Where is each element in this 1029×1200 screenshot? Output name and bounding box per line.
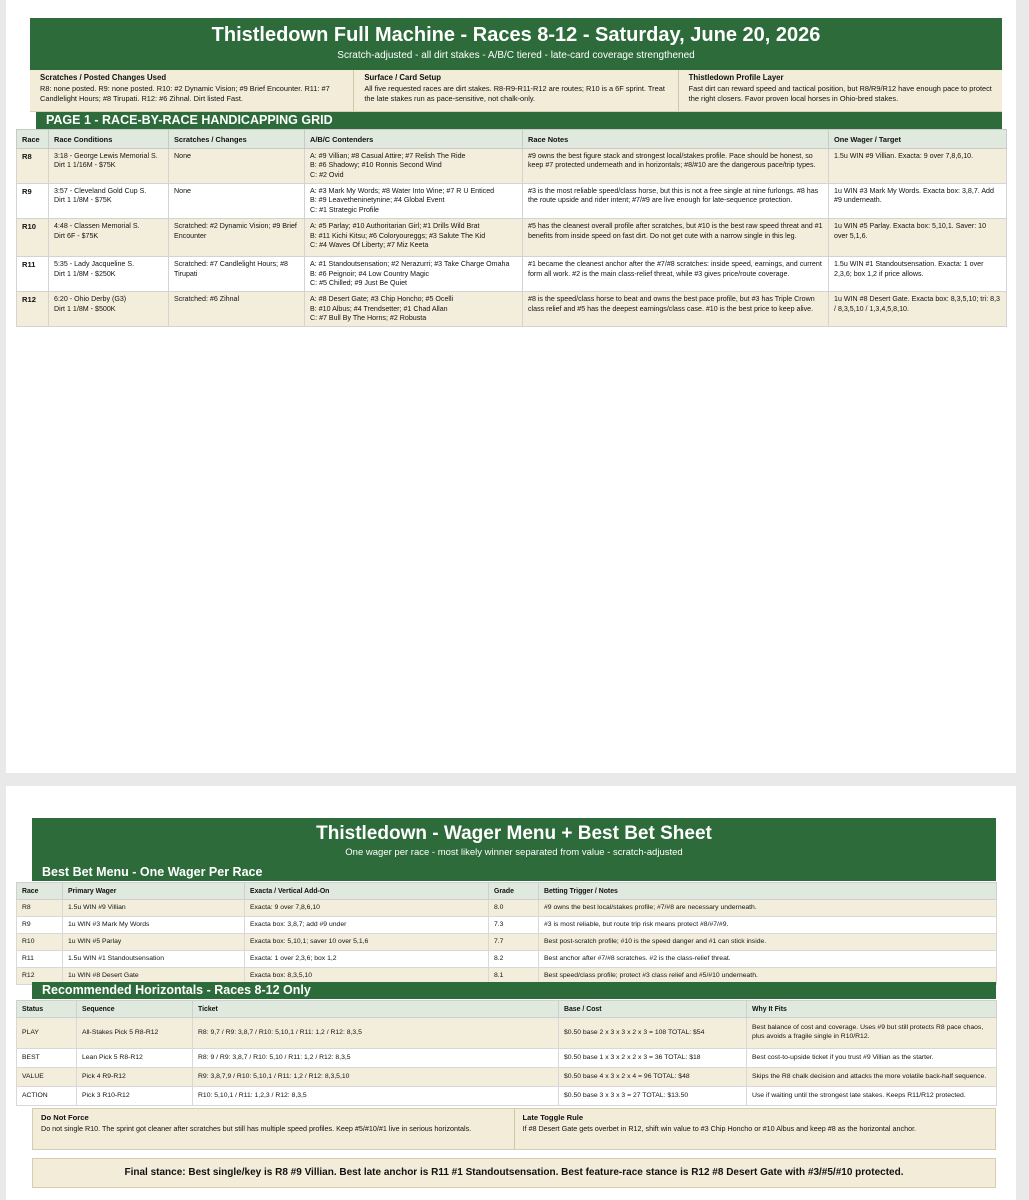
race-cell: R8 — [17, 900, 63, 917]
col-header-wager: One Wager / Target — [829, 130, 1007, 149]
contender-tier-c: C: #7 Bull By The Horns; #2 Robusta — [310, 313, 427, 322]
page-2-subtitle: One wager per race - most likely winner separated from value - scratch-adjusted — [345, 847, 683, 858]
conditions-cell — [49, 257, 169, 292]
rules-panel — [32, 1108, 996, 1150]
best-bet-table — [16, 882, 997, 985]
info-panel — [30, 70, 1002, 112]
col-header-cost: Base / Cost — [559, 1001, 747, 1018]
col-header-ticket: Ticket — [193, 1001, 559, 1018]
notes-cell: #3 is the most reliable speed/class horse, but this is not a free single at nine furlongs. #8 has the route upside and rider intent; #7/#9 are live enough for late-sequence protection. — [523, 184, 829, 219]
conditions-line: 5:35 - Lady Jacqueline S. — [54, 260, 135, 269]
col-header-race: Race — [17, 130, 49, 149]
table-row — [17, 1018, 997, 1049]
grade-cell: 8.2 — [489, 951, 539, 968]
cost-cell: $0.50 base 3 x 3 x 3 = 27 TOTAL: $13.50 — [559, 1087, 747, 1106]
table-row — [17, 149, 1007, 184]
scratches-cell: None — [169, 184, 305, 219]
race-cell: R9 — [17, 184, 49, 219]
grade-cell: 8.0 — [489, 900, 539, 917]
race-cell: R10 — [17, 934, 63, 951]
scratches-cell: None — [169, 149, 305, 184]
best-header-row — [17, 883, 997, 900]
primary-wager-cell: 1u WIN #8 Desert Gate — [63, 968, 245, 985]
col-header-sequence: Sequence — [77, 1001, 193, 1018]
status-cell: BEST — [17, 1049, 77, 1068]
late-toggle-box — [514, 1109, 996, 1149]
conditions-line: Dirt 1 1/8M - $75K — [54, 196, 112, 205]
status-cell: PLAY — [17, 1018, 77, 1049]
grade-cell: 7.3 — [489, 917, 539, 934]
col-header-exacta: Exacta / Vertical Add-On — [245, 883, 489, 900]
info-profile — [678, 70, 1002, 111]
contenders-cell — [305, 292, 523, 327]
contender-tier-c: C: #4 Waves Of Liberty; #7 Miz Keeta — [310, 240, 429, 249]
conditions-cell — [49, 292, 169, 327]
conditions-line: Dirt 1 1/16M - $75K — [54, 161, 116, 170]
table-row — [17, 1049, 997, 1068]
col-header-status: Status — [17, 1001, 77, 1018]
table-row — [17, 184, 1007, 219]
table-row — [17, 917, 997, 934]
wager-cell: 1u WIN #8 Desert Gate. Exacta box: 8,3,5,10; tri: 8,3 / 8,3,5,10 / 1,3,4,5,8,10. — [829, 292, 1007, 327]
contender-tier-b: B: #6 Shadowy; #10 Ronnis Second Wind — [310, 161, 442, 170]
conditions-cell — [49, 184, 169, 219]
sequence-cell: Pick 3 R10-R12 — [77, 1087, 193, 1106]
info-text: R8: none posted. R9: none posted. R10: #2 Dynamic Vision; #9 Brief Encounter. R11: #7 Candlelight Hours; #8 Tirupati. R12: #6 Zihnal. Dirt listed Fast. — [40, 84, 330, 103]
exacta-cell: Exacta: 9 over 7,8,6,10 — [245, 900, 489, 917]
col-header-primary: Primary Wager — [63, 883, 245, 900]
notes-cell: #9 owns the best figure stack and strongest local/stakes profile. Pace should be honest, so keep #7 protected underneath and in horizontals; #8/#10 are the dangerous pace/trip types. — [523, 149, 829, 184]
wager-cell: 1u WIN #5 Parlay. Exacta box: 5,10,1. Saver: 10 over 5,1,6. — [829, 219, 1007, 257]
sequence-cell: Lean Pick 5 R8-R12 — [77, 1049, 193, 1068]
table-row — [17, 219, 1007, 257]
contender-tier-a: A: #9 Villian; #8 Casual Attire; #7 Relish The Ride — [310, 152, 466, 160]
contender-tier-a: A: #3 Mark My Words; #8 Water Into Wine; #7 R U Enticed — [310, 187, 495, 196]
sequence-cell: All-Stakes Pick 5 R8-R12 — [77, 1018, 193, 1049]
grade-cell: 8.1 — [489, 968, 539, 985]
grid-header-row — [17, 130, 1007, 149]
primary-wager-cell: 1u WIN #3 Mark My Words — [63, 917, 245, 934]
trigger-cell: #9 owns the best local/stakes profile; #7/#8 are necessary underneath. — [539, 900, 997, 917]
race-cell: R11 — [17, 257, 49, 292]
final-stance: Final stance: Best single/key is R8 #9 Villian. Best late anchor is R11 #1 Standoutsensation. Best feature-race stance is R12 #8 Desert Gate with #3/#5/#10 protected. — [32, 1158, 996, 1188]
trigger-cell: Best speed/class profile; protect #3 class relief and #5/#10 underneath. — [539, 968, 997, 985]
trigger-cell: Best post-scratch profile; #10 is the speed danger and #1 can stick inside. — [539, 934, 997, 951]
status-cell: VALUE — [17, 1068, 77, 1087]
race-cell: R8 — [17, 149, 49, 184]
conditions-line: 3:18 - George Lewis Memorial S. — [54, 152, 158, 160]
contender-tier-c: C: #2 Ovid — [310, 170, 344, 179]
grade-cell: 7.7 — [489, 934, 539, 951]
cost-cell: $0.50 base 1 x 3 x 2 x 2 x 3 = 36 TOTAL: $18 — [559, 1049, 747, 1068]
primary-wager-cell: 1u WIN #5 Parlay — [63, 934, 245, 951]
table-row — [17, 1087, 997, 1106]
contender-tier-b: B: #11 Kichi Kitsu; #6 Coloryoureggs; #3 Salute The Kid — [310, 231, 486, 240]
conditions-line: 3:57 - Cleveland Gold Cup S. — [54, 187, 147, 196]
exacta-cell: Exacta box: 8,3,5,10 — [245, 968, 489, 985]
page-2 — [6, 786, 1016, 1200]
why-cell: Skips the R8 chalk decision and attacks the more volatile back-half sequence. — [747, 1068, 997, 1087]
contender-tier-b: B: #10 Albus; #4 Trendsetter; #1 Chad Allan — [310, 304, 448, 313]
notes-cell: #5 has the cleanest overall profile after scratches, but #10 is the best raw speed threat and #1 benefits from inside speed on fast dirt. Do not get cute with a narrow single in this leg. — [523, 219, 829, 257]
conditions-line: Dirt 1 1/8M - $250K — [54, 269, 116, 278]
col-header-race: Race — [17, 883, 63, 900]
why-cell: Use if waiting until the strongest late stakes. Keeps R11/R12 protected. — [747, 1087, 997, 1106]
exacta-cell: Exacta box: 5,10,1; saver 10 over 5,1,6 — [245, 934, 489, 951]
ticket-cell: R9: 3,8,7,9 / R10: 5,10,1 / R11: 1,2 / R12: 8,3,5,10 — [193, 1068, 559, 1087]
page-1-banner — [30, 18, 1002, 70]
notes-cell: #8 is the speed/class horse to beat and owns the best pace profile, but #3 has Triple Crown class relief and #5 has the deepest earnings/class case. #10 is the best price to keep alive. — [523, 292, 829, 327]
cost-cell: $0.50 base 4 x 3 x 2 x 4 = 96 TOTAL: $48 — [559, 1068, 747, 1087]
col-header-conditions: Race Conditions — [49, 130, 169, 149]
exacta-cell: Exacta: 1 over 2,3,6; box 1,2 — [245, 951, 489, 968]
ticket-cell: R8: 9,7 / R9: 3,8,7 / R10: 5,10,1 / R11: 1,2 / R12: 8,3,5 — [193, 1018, 559, 1049]
page-1-title: Thistledown Full Machine - Races 8-12 - Saturday, June 20, 2026 — [211, 24, 821, 46]
scratches-cell: Scratched: #6 Zihnal — [169, 292, 305, 327]
info-heading: Thistledown Profile Layer — [688, 73, 784, 82]
race-cell: R11 — [17, 951, 63, 968]
conditions-cell — [49, 149, 169, 184]
info-surface — [353, 70, 677, 111]
page-1 — [6, 0, 1016, 773]
col-header-trigger: Betting Trigger / Notes — [539, 883, 997, 900]
col-header-contenders: A/B/C Contenders — [305, 130, 523, 149]
page-2-banner — [32, 818, 996, 864]
trigger-cell: #3 is most reliable, but route trip risk means protect #8/#7/#9. — [539, 917, 997, 934]
col-header-scratches: Scratches / Changes — [169, 130, 305, 149]
conditions-line: Dirt 1 1/8M - $500K — [54, 304, 116, 313]
table-row — [17, 292, 1007, 327]
box-text: Do not single R10. The sprint got cleaner after scratches but still has multiple speed profiles. Keep #5/#10/#1 live in serious horizontals. — [41, 1123, 472, 1133]
race-cell: R10 — [17, 219, 49, 257]
conditions-line: 4:48 - Classen Memorial S. — [54, 222, 140, 231]
race-cell: R12 — [17, 292, 49, 327]
sequence-cell: Pick 4 R9-R12 — [77, 1068, 193, 1087]
page-2-title: Thistledown - Wager Menu + Best Bet Sheet — [316, 823, 712, 844]
contenders-cell — [305, 257, 523, 292]
table-row — [17, 934, 997, 951]
scratches-cell: Scratched: #7 Candlelight Hours; #8 Tirupati — [169, 257, 305, 292]
contenders-cell — [305, 219, 523, 257]
grid-section-title: PAGE 1 - RACE-BY-RACE HANDICAPPING GRID — [36, 112, 1002, 129]
notes-cell: #1 became the cleanest anchor after the #7/#8 scratches: inside speed, earnings, and current form all work. #2 is the main class-relief threat, while #3 gives price/route coverage. — [523, 257, 829, 292]
handicapping-grid — [16, 129, 1007, 327]
table-row — [17, 951, 997, 968]
trigger-cell: Best anchor after #7/#8 scratches. #2 is the class-relief threat. — [539, 951, 997, 968]
primary-wager-cell: 1.5u WIN #1 Standoutsensation — [63, 951, 245, 968]
col-header-grade: Grade — [489, 883, 539, 900]
status-cell: ACTION — [17, 1087, 77, 1106]
wager-cell: 1.5u WIN #1 Standoutsensation. Exacta: 1 over 2,3,6; box 1,2 if price allows. — [829, 257, 1007, 292]
race-cell: R12 — [17, 968, 63, 985]
wager-cell: 1u WIN #3 Mark My Words. Exacta box: 3,8,7. Add #9 underneath. — [829, 184, 1007, 219]
table-row — [17, 257, 1007, 292]
conditions-line: Dirt 6F - $75K — [54, 231, 99, 240]
why-cell: Best cost-to-upside ticket if you trust #9 Villian as the starter. — [747, 1049, 997, 1068]
horizontals-section-title: Recommended Horizontals - Races 8-12 Only — [32, 982, 996, 999]
do-not-force-box — [33, 1109, 514, 1149]
contender-tier-a: A: #5 Parlay; #10 Authoritarian Girl; #1 Drills Wild Brat — [310, 222, 480, 231]
horizontals-table — [16, 1000, 997, 1106]
info-text: Fast dirt can reward speed and tactical position, but R8/R9/R12 have enough pace to protect the right closers. Favor proven local horses in Ohio-bred stakes. — [688, 84, 992, 103]
horiz-header-row — [17, 1001, 997, 1018]
contenders-cell — [305, 149, 523, 184]
conditions-cell — [49, 219, 169, 257]
box-heading: Do Not Force — [41, 1113, 89, 1122]
primary-wager-cell: 1.5u WIN #9 Villian — [63, 900, 245, 917]
cost-cell: $0.50 base 2 x 3 x 3 x 2 x 3 = 108 TOTAL: $54 — [559, 1018, 747, 1049]
wager-cell: 1.5u WIN #9 Villian. Exacta: 9 over 7,8,6,10. — [829, 149, 1007, 184]
col-header-why: Why It Fits — [747, 1001, 997, 1018]
box-text: If #8 Desert Gate gets overbet in R12, shift win value to #3 Chip Honcho or #10 Albus and keep #8 as the horizontal anchor. — [522, 1123, 917, 1133]
why-cell: Best balance of cost and coverage. Uses #9 but still protects R8 pace chaos, plus avoids a fragile single in R10/R12. — [747, 1018, 997, 1049]
table-row — [17, 900, 997, 917]
race-cell: R9 — [17, 917, 63, 934]
exacta-cell: Exacta box: 3,8,7; add #9 under — [245, 917, 489, 934]
contender-tier-a: A: #1 Standoutsensation; #2 Nerazurri; #3 Take Charge Omaha — [310, 260, 510, 269]
scratches-cell: Scratched: #2 Dynamic Vision; #9 Brief Encounter — [169, 219, 305, 257]
contender-tier-c: C: #5 Chilled; #9 Just Be Quiet — [310, 278, 407, 287]
ticket-cell: R10: 5,10,1 / R11: 1,2,3 / R12: 8,3,5 — [193, 1087, 559, 1106]
contenders-cell — [305, 184, 523, 219]
conditions-line: 6:20 - Ohio Derby (G3) — [54, 295, 127, 304]
contender-tier-b: B: #9 Leavetheninetynine; #4 Global Event — [310, 196, 445, 205]
page-1-subtitle: Scratch-adjusted - all dirt stakes - A/B/C tiered - late-card coverage strengthened — [337, 50, 695, 61]
info-heading: Surface / Card Setup — [364, 73, 442, 82]
col-header-notes: Race Notes — [523, 130, 829, 149]
ticket-cell: R8: 9 / R9: 3,8,7 / R10: 5,10 / R11: 1,2 / R12: 8,3,5 — [193, 1049, 559, 1068]
best-bet-section-title: Best Bet Menu - One Wager Per Race — [32, 864, 996, 881]
table-row — [17, 1068, 997, 1087]
contender-tier-c: C: #1 Strategic Profile — [310, 205, 379, 214]
contender-tier-b: B: #6 Peignoir; #4 Low Country Magic — [310, 269, 430, 278]
contender-tier-a: A: #8 Desert Gate; #3 Chip Honcho; #5 Ocelli — [310, 295, 454, 304]
info-heading: Scratches / Posted Changes Used — [40, 73, 167, 82]
box-heading: Late Toggle Rule — [522, 1113, 584, 1122]
info-scratches — [30, 70, 353, 111]
info-text: All five requested races are dirt stakes. R8-R9-R11-R12 are routes; R10 is a 6F sprint. Treat the late stakes run as pace-sensitive, not chalk-only. — [364, 84, 665, 103]
